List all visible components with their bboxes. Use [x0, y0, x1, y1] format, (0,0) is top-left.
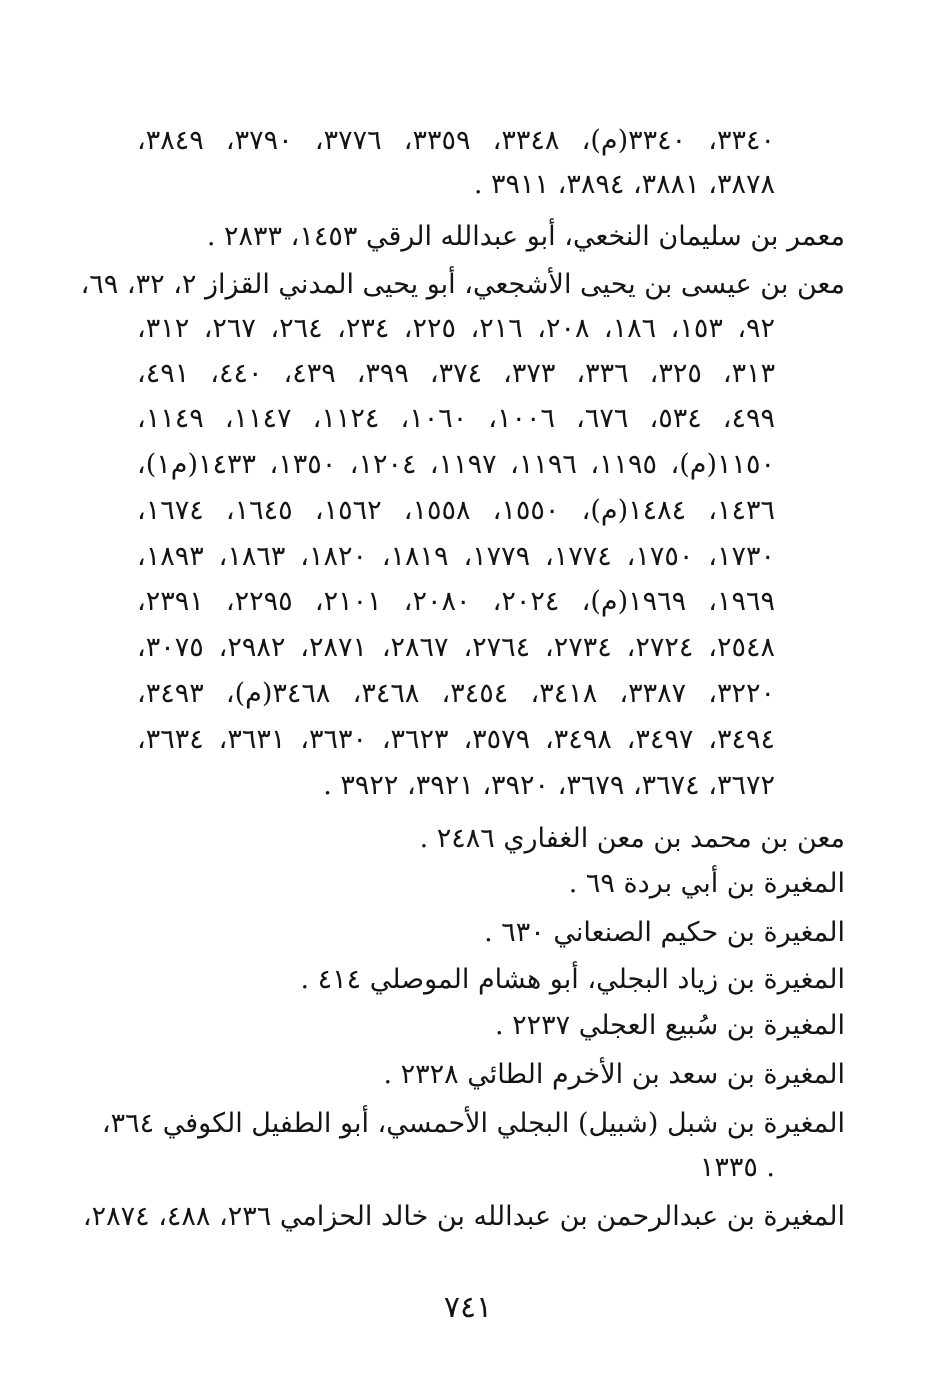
text-line: ٣٣٤٠، ٣٣٤٠(م)، ٣٣٤٨، ٣٣٥٩، ٣٧٧٦، ٣٧٩٠، ٣٨٤٩، — [137, 125, 776, 156]
text-line: المغيرة بن زياد البجلي، أبو هشام الموصلي ٤١٤ . — [300, 964, 845, 995]
text-line: ١١٥٠(م)، ١١٩٥، ١١٩٦، ١١٩٧، ١٢٠٤، ١٣٥٠، ١٤٣٣(م١)، — [137, 449, 776, 480]
text-line: ٣٨٧٨، ٣٨٨١، ٣٨٩٤، ٣٩١١ . — [473, 169, 775, 200]
text-line: ٢٥٤٨، ٢٧٢٤، ٢٧٣٤، ٢٧٦٤، ٢٨٦٧، ٢٨٧١، ٢٩٨٢، ٣٠٧٥، — [137, 632, 775, 663]
text-line: ٣٢٢٠، ٣٣٨٧، ٣٤١٨، ٣٤٥٤، ٣٤٦٨، ٣٤٦٨(م)، ٣٤٩٣، — [137, 678, 776, 709]
page-number: ٧٤١ — [443, 1290, 493, 1325]
text-line: المغيرة بن حكيم الصنعاني ٦٣٠ . — [484, 917, 845, 948]
text-line: ١٧٣٠، ١٧٥٠، ١٧٧٤، ١٧٧٩، ١٨١٩، ١٨٢٠، ١٨٦٣، ١٨٩٣، — [137, 541, 775, 572]
text-line: المغيرة بن عبدالرحمن بن عبدالله بن خالد الحزامي ٢٣٦، ٤٨٨، ٢٨٧٤، — [82, 1201, 845, 1232]
text-line: المغيرة بن شبل (شبيل) البجلي الأحمسي، أبو الطفيل الكوفي ٣٦٤، — [101, 1108, 845, 1139]
text-line: ٣٦٧٢، ٣٦٧٤، ٣٦٧٩، ٣٩٢٠، ٣٩٢١، ٣٩٢٢ . — [323, 770, 775, 801]
text-line: معن بن عيسى بن يحيى الأشجعي، أبو يحيى المدني القزاز ٢، ٣٢، ٦٩، — [80, 269, 845, 300]
text-line: معن بن محمد بن معن الغفاري ٢٤٨٦ . — [419, 823, 845, 854]
text-line: المغيرة بن أبي بردة ٦٩ . — [568, 868, 845, 899]
text-line: معمر بن سليمان النخعي، أبو عبدالله الرقي ١٤٥٣، ٢٨٣٣ . — [206, 221, 845, 252]
text-line: ٣١٣، ٣٢٥، ٣٣٦، ٣٧٣، ٣٧٤، ٣٩٩، ٤٣٩، ٤٤٠، ٤٩١، — [137, 358, 776, 389]
text-line: ٩٢، ١٥٣، ١٨٦، ٢٠٨، ٢١٦، ٢٢٥، ٢٣٤، ٢٦٤، ٢٦٧، ٣١٢، — [137, 313, 776, 344]
text-line: المغيرة بن سعد بن الأخرم الطائي ٢٣٢٨ . — [383, 1059, 845, 1090]
text-line: . ١٣٣٥ — [699, 1152, 775, 1183]
text-line: ١٤٣٦، ١٤٨٤(م)، ١٥٥٠، ١٥٥٨، ١٥٦٢، ١٦٤٥، ١٦٧٤، — [137, 495, 776, 526]
text-line: المغيرة بن سُبيع العجلي ٢٢٣٧ . — [494, 1010, 845, 1041]
text-line: ٣٤٩٤، ٣٤٩٧، ٣٤٩٨، ٣٥٧٩، ٣٦٢٣، ٣٦٣٠، ٣٦٣١، ٣٦٣٤، — [137, 724, 775, 755]
text-line: ٤٩٩، ٥٣٤، ٦٧٦، ١٠٠٦، ١٠٦٠، ١١٢٤، ١١٤٧، ١١٤٩، — [137, 403, 776, 434]
text-line: ١٩٦٩، ١٩٦٩(م)، ٢٠٢٤، ٢٠٨٠، ٢١٠١، ٢٢٩٥، ٢٣٩١، — [137, 586, 776, 617]
